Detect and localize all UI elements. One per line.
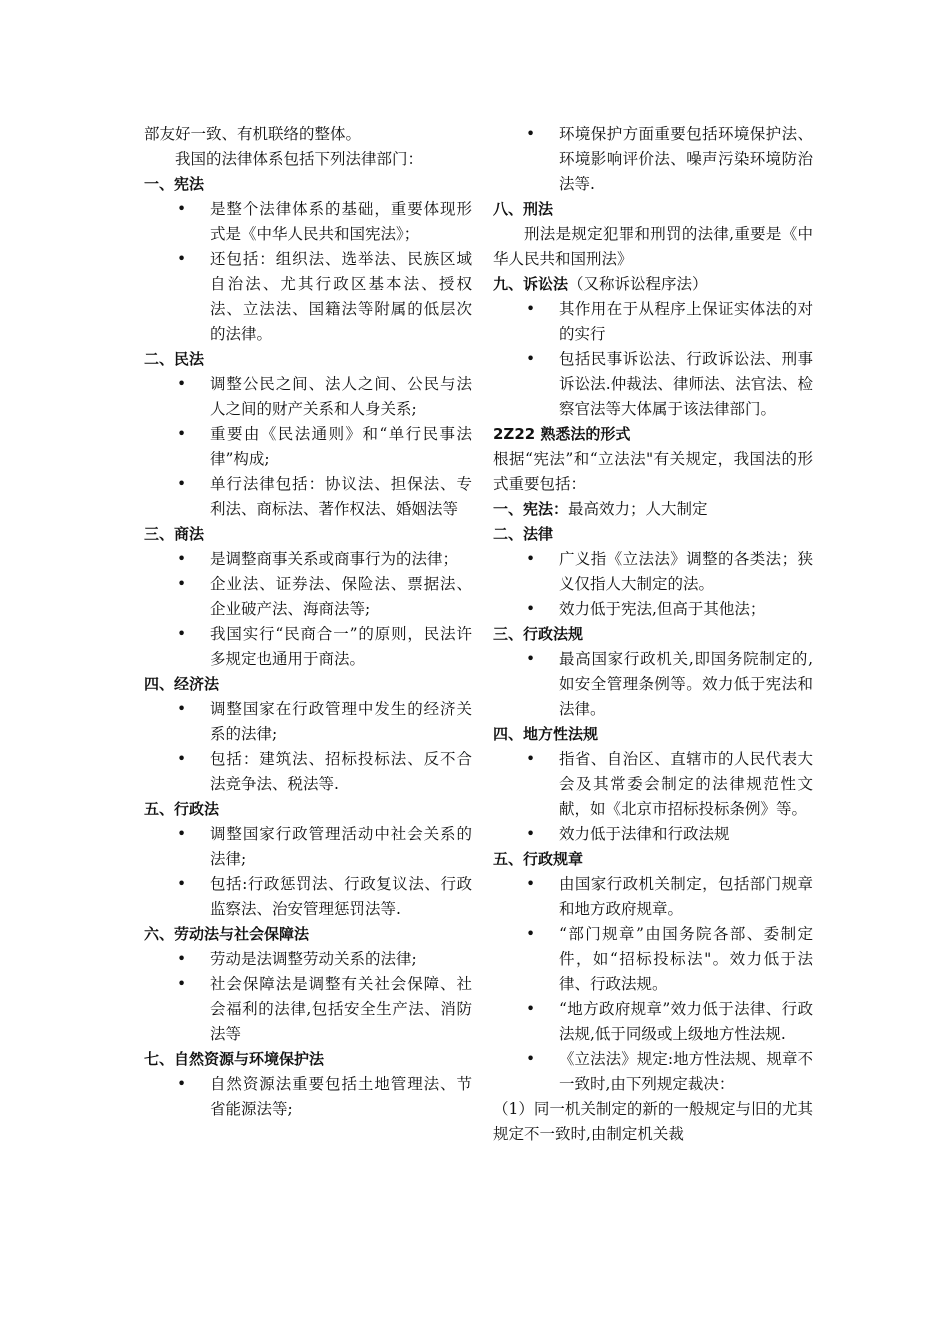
bullet-list: [144, 697, 472, 797]
list-item: • 广义指《立法法》调整的各类法；狭义仅指人大制定的法。: [493, 547, 813, 597]
section-heading: [493, 272, 813, 297]
section-heading: 五、行政规章: [493, 850, 584, 868]
list-item: • 包括：建筑法、招标投标法、反不合法竞争法、税法等.: [144, 747, 472, 797]
list-item: • 社会保障法是调整有关社会保障、社会福利的法律,包括安全生产法、消防法等: [144, 972, 472, 1047]
list-item: • 我国实行“民商合一”的原则，民法许多规定也通用于商法。: [144, 622, 472, 672]
section-heading: 三、行政法规: [493, 625, 584, 643]
list-item: • 其作用在于从程序上保证实体法的对的实行: [493, 297, 813, 347]
paragraph: 部友好一致、有机联络的整体。: [144, 125, 362, 143]
paragraph: 根据“宪法”和“立法法"有关规定，我国法的形式重要包括：: [493, 450, 813, 493]
list-item: • 调整国家在行政管理中发生的经济关系的法律;: [144, 697, 472, 747]
list-item: • 调整公民之间、法人之间、公民与法人之间的财产关系和人身关系;: [144, 372, 472, 422]
list-item: • 重要由《民法通则》和“单行民事法律”构成;: [144, 422, 472, 472]
list-item: • 自然资源法重要包括土地管理法、节省能源法等;: [144, 1072, 472, 1122]
list-item: • 单行法律包括：协议法、担保法、专利法、商标法、著作权法、婚姻法等: [144, 472, 472, 522]
list-item: • “部门规章”由国务院各部、委制定件，如“招标投标法"。效力低于法律、行政法规。: [493, 922, 813, 997]
bullet-list: [493, 547, 813, 622]
section-heading: 一、宪法: [144, 175, 205, 193]
list-item: • “地方政府规章”效力低于法律、行政法规,低于同级或上级地方性法规.: [493, 997, 813, 1047]
heading-label: 一、宪法：: [493, 500, 569, 518]
list-item: • 包括:行政惩罚法、行政复议法、行政监察法、治安管理惩罚法等.: [144, 872, 472, 922]
list-item: • 效力低于法律和行政法规: [493, 822, 813, 847]
list-item: • 指省、自治区、直辖市的人民代表大会及其常委会制定的法律规范性文献，如《北京市招标投标条例》等。: [493, 747, 813, 822]
section-heading: 二、法律: [493, 525, 554, 543]
heading-note: （又称诉讼程序法）: [568, 275, 708, 293]
list-item: • 效力低于宪法,但高于其他法；: [493, 597, 813, 622]
list-item: • 劳动是法调整劳动关系的法律;: [144, 947, 472, 972]
heading-text: 最高效力；人大制定: [568, 500, 708, 518]
right-column: [493, 122, 813, 1147]
paragraph: （1）同一机关制定的新的一般规定与旧的尤其规定不一致时,由制定机关裁: [493, 1100, 813, 1143]
bullet-list: [493, 297, 813, 422]
heading-label: 九、诉讼法: [493, 275, 569, 293]
section-heading: 四、地方性法规: [493, 725, 599, 743]
section-heading: 七、自然资源与环境保护法: [144, 1050, 325, 1068]
section-heading: 二、民法: [144, 350, 205, 368]
section-heading: 三、商法: [144, 525, 205, 543]
section-heading: 四、经济法: [144, 675, 220, 693]
list-item: • 包括民事诉讼法、行政诉讼法、刑事诉讼法.仲裁法、律师法、法官法、检察官法等大体属于该法律部门。: [493, 347, 813, 422]
bullet-list: [144, 372, 472, 522]
list-item: • 《立法法》规定:地方性法规、规章不一致时,由下列规定裁决：: [493, 1047, 813, 1097]
section-heading: 六、劳动法与社会保障法: [144, 925, 310, 943]
section-heading: 五、行政法: [144, 800, 220, 818]
paragraph: 刑法是规定犯罪和刑罚的法律,重要是《中华人民共和国刑法》: [493, 225, 813, 268]
list-item: • 是调整商事关系或商事行为的法律；: [144, 547, 472, 572]
list-item: • 环境保护方面重要包括环境保护法、环境影响评价法、噪声污染环境防治法等.: [493, 122, 813, 197]
bullet-list: [144, 547, 472, 672]
bullet-list: [144, 822, 472, 922]
list-item: • 由国家行政机关制定，包括部门规章和地方政府规章。: [493, 872, 813, 922]
paragraph: 我国的法律体系包括下列法律部门：: [175, 150, 424, 168]
bullet-list: [144, 947, 472, 1047]
list-item: • 还包括：组织法、选举法、民族区域自治法、尤其行政区基本法、授权法、立法法、国籍法等附属的低层次的法律。: [144, 247, 472, 347]
list-item: • 是整个法律体系的基础，重要体现形式是《中华人民共和国宪法》；: [144, 197, 472, 247]
bullet-list: [493, 122, 813, 197]
bullet-list: [493, 872, 813, 1097]
section-heading: [493, 497, 813, 522]
list-item: • 最高国家行政机关,即国务院制定的,如安全管理条例等。效力低于宪法和法律。: [493, 647, 813, 722]
left-column: [144, 122, 472, 1122]
bullet-list: [144, 1072, 472, 1122]
bullet-list: [493, 647, 813, 722]
bullet-list: [493, 747, 813, 847]
bullet-list: [144, 197, 472, 347]
chapter-heading: 2Z22 熟悉法的形式: [493, 425, 631, 443]
section-heading: 八、刑法: [493, 200, 554, 218]
list-item: • 调整国家行政管理活动中社会关系的法律;: [144, 822, 472, 872]
list-item: • 企业法、证券法、保险法、票据法、企业破产法、海商法等;: [144, 572, 472, 622]
